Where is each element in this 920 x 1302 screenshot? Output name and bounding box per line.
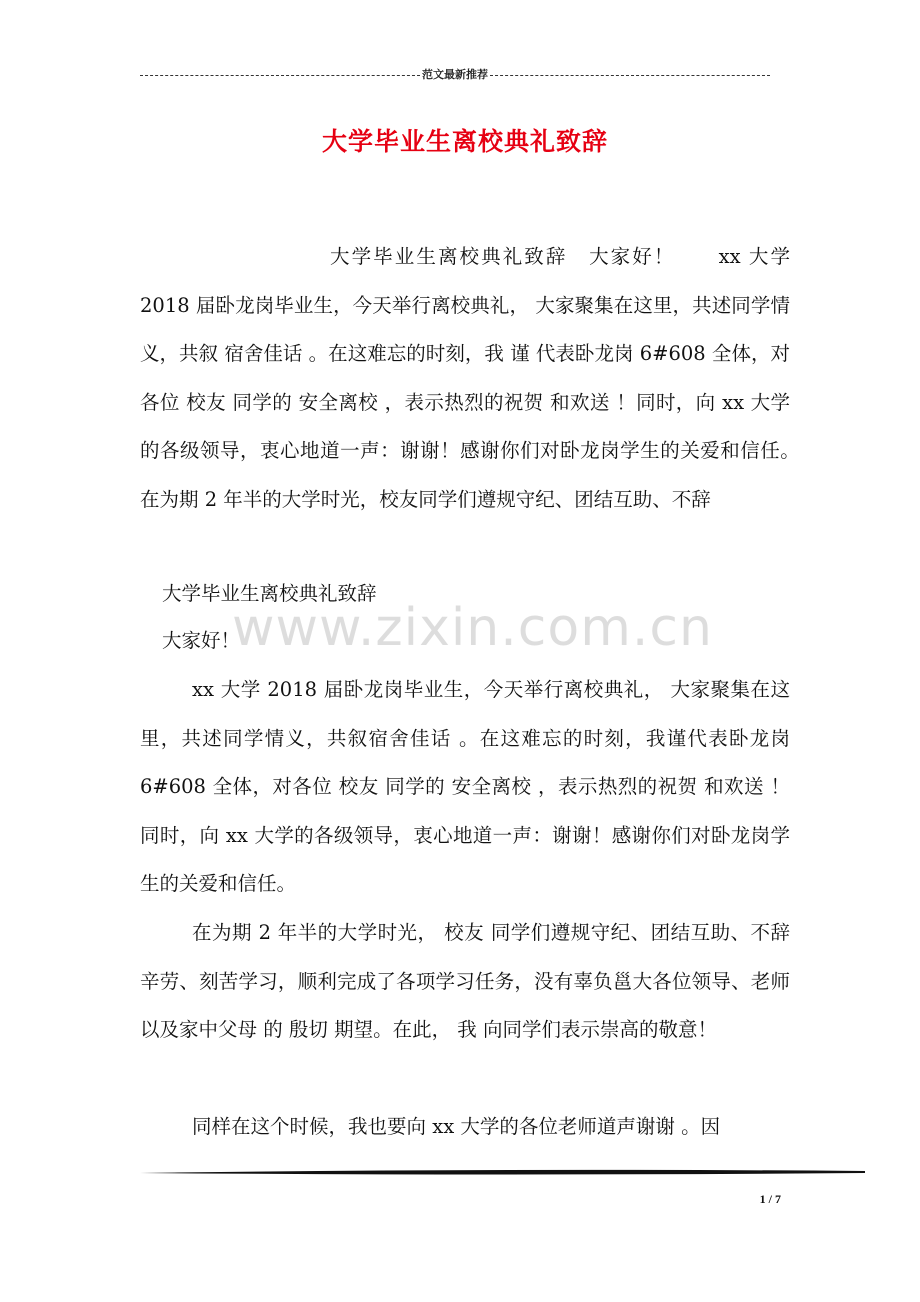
watermark: www.zixin.com.cn	[232, 598, 713, 658]
page-number: 1 / 7	[759, 1192, 781, 1206]
document-title: 大学毕业生离校典礼致辞	[321, 127, 608, 156]
greeting: 大家好！	[162, 629, 241, 652]
paragraph-body-2: 在为期 2 年半的大学时光， 校友 同学们遵规守纪、团结互助、不辞辛劳、刻苦学习，顺利完成了各项学习任务，没有辜负邕大各位领导、老师 以及家中父母 的 殷切 期望。在此， 我 向同学们表示崇高的敬意！	[140, 921, 790, 1041]
section-title: 大学毕业生离校典礼致辞	[162, 582, 377, 605]
header-label: 范文最新推荐	[422, 68, 488, 81]
header-dash-left	[140, 75, 420, 76]
header-banner	[140, 68, 770, 82]
footer-rule	[140, 1165, 865, 1179]
paragraph-body-1: xx 大学 2018 届卧龙岗毕业生，今天举行离校典礼， 大家聚集在这里，共述同学情义，共叙宿舍佳话 。在这难忘的时刻，我谨代表卧龙岗 6#608 全体，对各位 校友 同学的 安全离校 ，表示热烈的祝贺 和欢送 ！同时，向 xx 大学的各级领导，衷心地道一声：谢谢！感谢你们对卧龙岗学生的关爱和信任。	[140, 678, 790, 895]
paragraph-intro	[140, 233, 816, 524]
paragraph-intro-lead: 大学毕业生离校典礼致辞 大家好！ xx 大学	[330, 245, 790, 268]
paragraph-intro-body: 2018 届卧龙岗毕业生，今天举行离校典礼， 大家聚集在这里，共述同学情义，共叙 宿舍佳话 。在这难忘的时刻，我 谨 代表卧龙岗 6#608 全体，对各位 校友 同学的 安全离校 ，表示热烈的祝贺 和欢送 ！同时，向 xx 大学的各级领导，衷心地道一声：谢谢！感谢你们对卧龙岗学生的关爱和信任。 在为期 2 年半的大学时光，校友同学们遵规守纪、团结互助、不辞	[140, 293, 816, 511]
paragraph-body-3: 同样在这个时候，我也要向 xx 大学的各位老师道声谢谢 。因	[192, 1115, 721, 1138]
header-dash-right	[490, 75, 770, 76]
